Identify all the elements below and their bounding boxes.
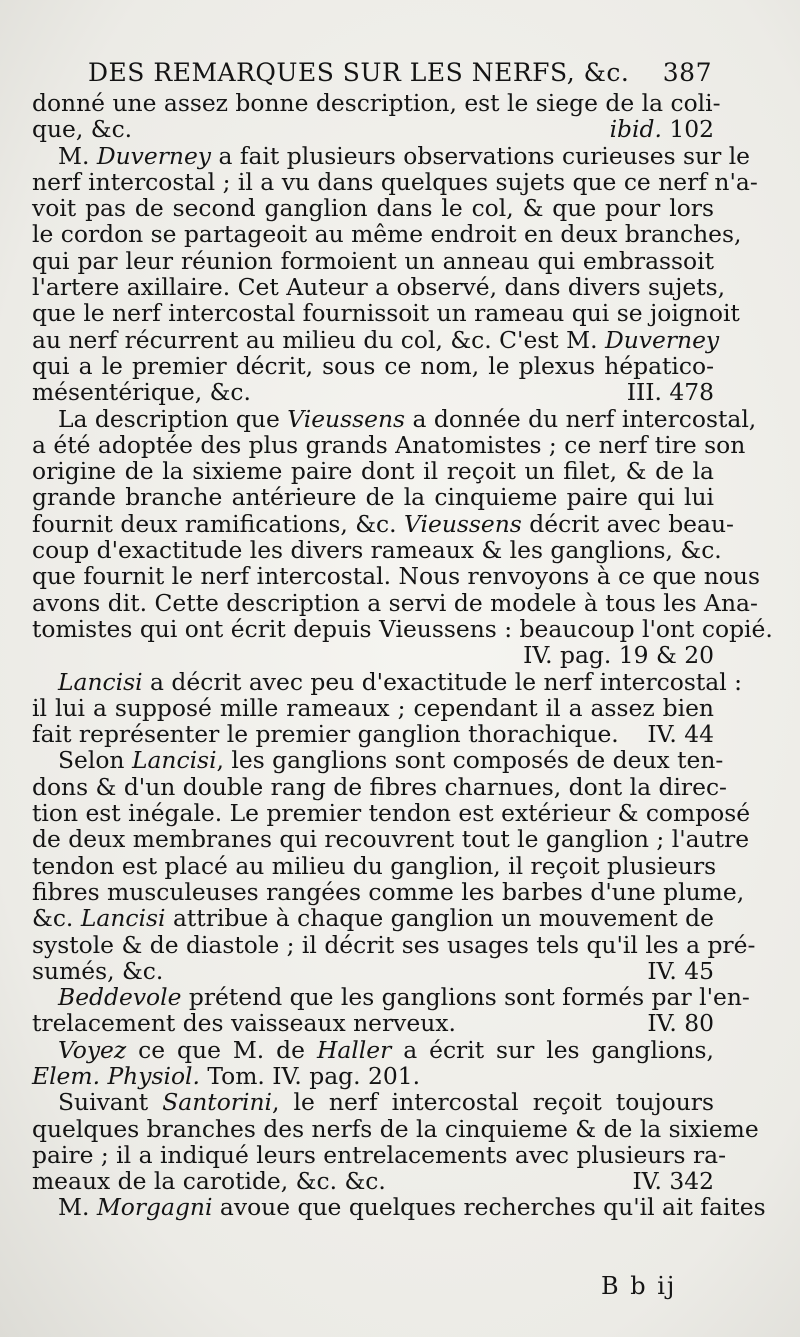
text-line: il lui a supposé mille rameaux ; cependant il a assez bien: [32, 693, 714, 722]
running-title: DES REMARQUES SUR LES NERFS, &c.: [88, 58, 630, 87]
text-line: qui a le premier décrit, sous ce nom, le plexus hépatico-: [32, 351, 714, 380]
line-text: trelacement des vaisseaux nerveux.: [32, 1009, 456, 1038]
text-line: [32, 721, 714, 747]
text-line: M. Morgagni avoue que quelques recherches qu'il ait faites: [58, 1193, 766, 1222]
text-line: qui par leur réunion formoient un anneau qui embrassoit: [32, 246, 714, 275]
text-line: Voyez ce que M. de Haller a écrit sur les ganglions,: [58, 1035, 714, 1064]
reference-number: IV. 45: [647, 956, 714, 985]
reference-number: IV. 44: [647, 720, 714, 749]
line-text: mésentérique, &c.: [32, 378, 251, 407]
reference-number: ibid. 102: [609, 115, 714, 144]
text-line: La description que Vieussens a donnée du nerf intercostal,: [58, 404, 757, 433]
text-line: au nerf récurrent au milieu du col, &c. C'est M. Duverney: [32, 325, 720, 354]
text-line: de deux membranes qui recouvrent tout le ganglion ; l'autre: [32, 825, 750, 854]
text-line: fibres musculeuses rangées comme les barbes d'une plume,: [32, 877, 745, 906]
line-text: que, &c.: [32, 115, 133, 144]
text-line: grande branche antérieure de la cinquieme paire qui lui: [32, 483, 714, 512]
reference-number: III. 478: [626, 378, 714, 407]
line-text: meaux de la carotide, &c. &c.: [32, 1167, 386, 1196]
text-line: voit pas de second ganglion dans le col, & que pour lors: [32, 194, 714, 223]
text-line: paire ; il a indiqué leurs entrelacements avec plusieurs ra-: [32, 1140, 726, 1169]
text-line: Selon Lancisi, les ganglions sont composés de deux ten-: [58, 746, 724, 775]
text-line: nerf intercostal ; il a vu dans quelques sujets que ce nerf n'a-: [32, 167, 758, 196]
text-line: que le nerf intercostal fournissoit un rameau qui se joignoit: [32, 299, 740, 328]
text-line: Suivant Santorini, le nerf intercostal reçoit toujours: [58, 1088, 714, 1117]
text-line: Lancisi a décrit avec peu d'exactitude le nerf intercostal :: [58, 667, 743, 696]
text-line: que fournit le nerf intercostal. Nous renvoyons à ce que nous: [32, 562, 760, 591]
text-line: [32, 116, 714, 142]
text-line: [32, 379, 714, 405]
signature-mark: B b ij: [601, 1272, 677, 1300]
text-line: quelques branches des nerfs de la cinquieme & de la sixieme: [32, 1114, 759, 1143]
text-line: dons & d'un double rang de fibres charnues, dont la direc-: [32, 772, 727, 801]
text-line: coup d'exactitude les divers rameaux & les ganglions, &c.: [32, 536, 722, 565]
reference-number: IV. 342: [632, 1167, 714, 1196]
reference-number: IV. pag. 19 & 20: [523, 641, 714, 670]
text-line: origine de la sixieme paire dont il reçoit un filet, & de la: [32, 457, 714, 486]
text-line: Elem. Physiol. Tom. IV. pag. 201.: [32, 1061, 421, 1090]
running-header: [88, 52, 718, 92]
line-text: sumés, &c.: [32, 956, 164, 985]
text-line: [32, 1168, 714, 1194]
text-line: M. Duverney a fait plusieurs observations curieuses sur le: [58, 141, 751, 170]
text-line: systole & de diastole ; il décrit ses usages tels qu'il les a pré-: [32, 930, 756, 959]
line-text: fait représenter le premier ganglion thorachique.: [32, 720, 619, 749]
text-line: [32, 958, 714, 984]
text-line: le cordon se partageoit au même endroit en deux branches,: [32, 220, 742, 249]
text-line: tomistes qui ont écrit depuis Vieussens : beaucoup l'ont copié.: [32, 614, 773, 643]
text-line: tendon est placé au milieu du ganglion, il reçoit plusieurs: [32, 851, 717, 880]
page-number: 387: [662, 58, 712, 87]
text-line: tion est inégale. Le premier tendon est extérieur & composé: [32, 799, 751, 828]
text-line: &c. Lancisi attribue à chaque ganglion un mouvement de: [32, 904, 715, 933]
text-line: donné une assez bonne description, est le siege de la coli-: [32, 89, 721, 117]
text-line: l'artere axillaire. Cet Auteur a observé, dans divers sujets,: [32, 273, 726, 302]
text-line: fournit deux ramifications, &c. Vieussens décrit avec beau-: [32, 509, 734, 538]
reference-number: IV. 80: [647, 1009, 714, 1038]
text-line: a été adoptée des plus grands Anatomistes ; ce nerf tire son: [32, 430, 746, 459]
text-line: Beddevole prétend que les ganglions sont formés par l'en-: [58, 983, 750, 1012]
text-line: [32, 1010, 714, 1036]
text-line: [32, 642, 714, 668]
body-text: [32, 89, 773, 1222]
text-line: avons dit. Cette description a servi de modele à tous les Ana-: [32, 588, 758, 617]
